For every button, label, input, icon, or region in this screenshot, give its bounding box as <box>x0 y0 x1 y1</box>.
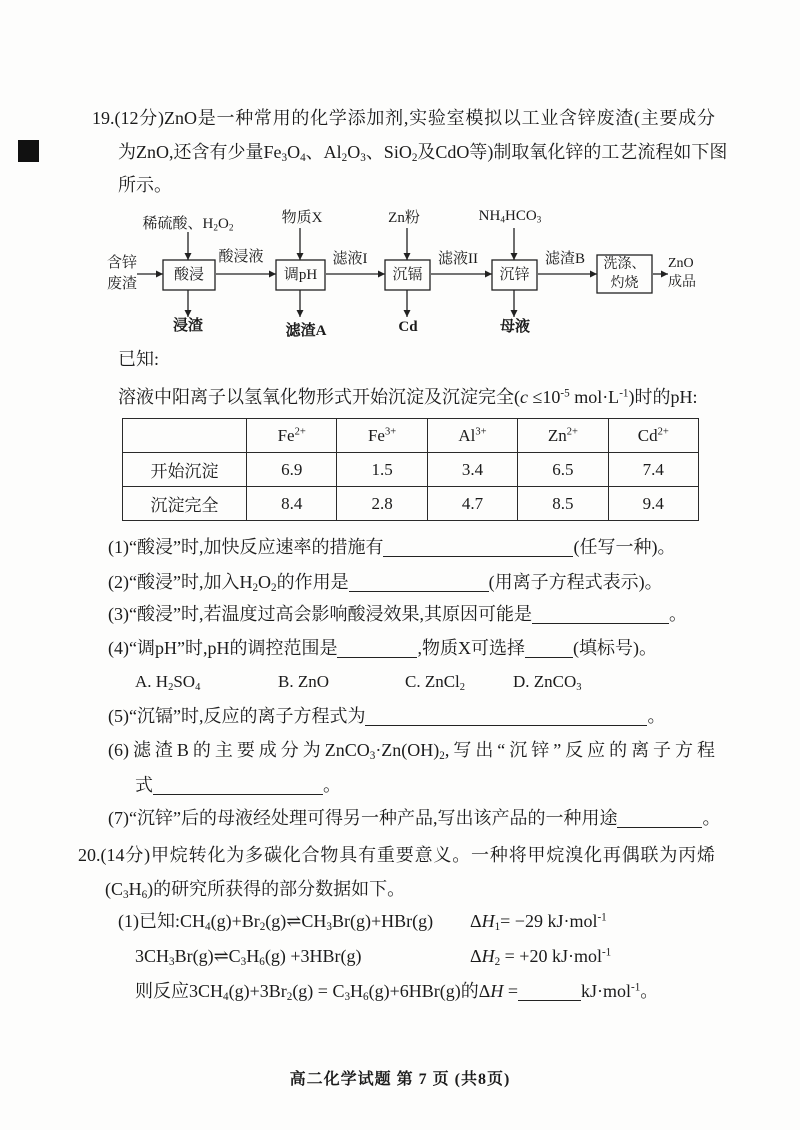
subscript: 3 <box>326 921 332 934</box>
text-run: ·Zn(OH) <box>375 740 440 760</box>
text-run: (g)+3Br <box>228 981 287 1001</box>
ph-value: 7.4 <box>608 453 698 487</box>
text-run: (g)⇌CH <box>265 911 327 931</box>
text-run: H <box>350 981 364 1001</box>
subscript: 4 <box>195 681 201 693</box>
page-footer: 高二化学试题 第 7 页 (共8页) <box>289 1071 511 1088</box>
subscript: 3 <box>536 215 542 226</box>
text-run: mol·L <box>569 387 620 407</box>
text-run: (1)“酸浸”时,加快反应速率的措施有 <box>108 537 384 557</box>
equation-1 <box>118 909 433 933</box>
subscript: 4 <box>500 215 505 226</box>
subscript: 2 <box>168 681 174 693</box>
text-run: 。 <box>647 706 666 726</box>
step-acid-leach-label: 酸浸 <box>173 267 204 283</box>
table-row <box>123 487 699 521</box>
subscript: 6 <box>363 991 369 1004</box>
text-run: SO <box>173 672 196 691</box>
text-run: H <box>246 946 260 966</box>
residue-label: 母液 <box>499 319 530 335</box>
row-label: 沉淀完全 <box>123 487 247 521</box>
ion-header <box>337 419 427 453</box>
residue-label: 滤渣A <box>285 323 327 339</box>
precipitation-ph-table <box>122 418 699 521</box>
subscript: 2 <box>494 956 501 969</box>
italic-symbol: H <box>481 911 495 931</box>
text-run: O <box>347 142 361 162</box>
text-run: )的研究所获得的部分数据如下。 <box>147 879 406 899</box>
text-run: O <box>287 142 301 162</box>
ph-value: 8.5 <box>518 487 608 521</box>
text-run: ≤10 <box>528 387 561 407</box>
question-19-intro-line <box>92 106 715 130</box>
subscript: 4 <box>300 152 306 165</box>
reagent-nh4hco3-label <box>460 207 560 225</box>
text-run: 。 <box>668 604 687 624</box>
subscript: 3 <box>123 889 129 902</box>
subscript: 3 <box>169 956 175 969</box>
subscript: 2 <box>341 152 348 165</box>
text-run: 、Al <box>305 142 342 162</box>
text-run: (5)“沉镉”时,反应的离子方程式为 <box>108 706 366 726</box>
question-19-3 <box>108 602 687 626</box>
subscript: 3 <box>281 152 288 165</box>
subscript: 2 <box>252 582 259 595</box>
text-run: (用离子方程式表示)。 <box>488 572 663 592</box>
subscript: 3 <box>576 681 582 693</box>
text-run: Δ <box>470 911 482 931</box>
text-run: (4)“调pH”时,pH的调控范围是 <box>108 638 338 658</box>
text-run: 19.(12分)ZnO是一种常用的化学添加剂,实验室模拟以工业含锌废渣(主要成分 <box>92 108 715 128</box>
ph-value: 9.4 <box>608 487 698 521</box>
table-header-row <box>123 419 699 453</box>
text-run: ,写出“沉锌”反应的离子方程 <box>444 740 715 760</box>
text-run: (1)已知:CH <box>118 911 205 931</box>
step-adjust-ph-label: 调pH <box>283 267 318 283</box>
text-run: O <box>218 216 229 232</box>
text-run: Fe <box>277 425 295 445</box>
question-20-intro-line <box>105 877 405 901</box>
ph-value: 6.9 <box>247 453 337 487</box>
question-19-4 <box>108 636 657 660</box>
subscript: 3 <box>360 152 366 165</box>
subscript: 2 <box>213 223 218 234</box>
text-run: = −29 kJ·mol <box>500 911 598 931</box>
subscript: 2 <box>259 921 266 934</box>
stream-label: 酸浸液 <box>218 249 264 265</box>
text-run: )时的pH: <box>628 387 698 407</box>
step-calcine-label: 灼烧 <box>610 276 639 291</box>
text-run: 为ZnO,还含有少量Fe <box>118 142 282 162</box>
subscript: 4 <box>205 921 211 934</box>
ion-header <box>247 419 337 453</box>
text-run: (g) = C <box>292 981 345 1001</box>
text-run: (7)“沉锌”后的母液经处理可得另一种产品,写出该产品的一种用途 <box>108 808 618 828</box>
question-20-1-ask <box>135 979 658 1003</box>
option-c <box>405 670 465 694</box>
text-run: A. H <box>135 672 169 691</box>
ph-value: 1.5 <box>337 453 427 487</box>
stream-label: 滤渣B <box>544 251 585 267</box>
superscript: -5 <box>560 387 570 400</box>
text-run: 稀硫酸、H <box>142 216 214 232</box>
subscript: 3 <box>240 956 247 969</box>
superscript: -1 <box>619 387 629 400</box>
subscript: 2 <box>271 582 277 595</box>
subscript: 1 <box>494 921 501 934</box>
text-run: 溶液中阳离子以氢氧化物形式开始沉淀及沉淀完全( <box>118 387 520 407</box>
text-run: ,物质X可选择 <box>417 638 525 658</box>
text-run: (g)+Br <box>210 911 260 931</box>
superscript: -1 <box>597 911 607 924</box>
stream-label: 滤液I <box>332 251 368 267</box>
ph-value: 6.5 <box>518 453 608 487</box>
subscript: 6 <box>259 956 265 969</box>
table-corner-cell <box>123 419 247 453</box>
text-run: B. ZnO <box>278 672 329 691</box>
enthalpy-2 <box>470 944 611 968</box>
text-run: O <box>258 572 272 592</box>
answer-blank <box>383 538 573 557</box>
text-run: 所示。 <box>118 175 172 195</box>
answer-blank <box>349 573 489 592</box>
known-label: 已知: <box>118 349 160 369</box>
product-label: ZnO <box>668 256 694 271</box>
text-run: = <box>503 981 518 1001</box>
text-run: Fe <box>367 425 385 445</box>
ph-value: 2.8 <box>337 487 427 521</box>
subscript: 2 <box>439 750 445 763</box>
text-run: 3CH <box>135 946 170 966</box>
ion-header <box>518 419 608 453</box>
subscript: 2 <box>459 681 466 693</box>
text-run: Cd <box>637 425 658 445</box>
registration-mark <box>18 140 39 162</box>
subscript: 3 <box>344 991 351 1004</box>
italic-symbol: c <box>520 387 528 407</box>
subscript: 2 <box>411 152 418 165</box>
residue-label: Cd <box>398 319 418 335</box>
text-run: (C <box>105 879 123 899</box>
text-run: H <box>128 879 142 899</box>
text-run: 式 <box>135 775 153 795</box>
answer-blank <box>525 639 573 658</box>
text-run: Br(g)+HBr(g) <box>331 911 434 931</box>
step-zn-precipitation-label: 沉锌 <box>499 267 530 283</box>
text-run: (填标号)。 <box>572 638 657 658</box>
question-19-2 <box>108 570 663 594</box>
table-row <box>123 453 699 487</box>
text-run: Br(g)⇌C <box>174 946 241 966</box>
italic-symbol: H <box>490 981 504 1001</box>
feed-label: 废渣 <box>107 276 138 292</box>
question-19-6 <box>108 738 715 762</box>
subscript: 3 <box>369 750 376 763</box>
product-label: 成品 <box>668 275 696 290</box>
step-cd-precipitation-label: 沉镉 <box>392 267 423 283</box>
text-run: (g)+6HBr(g)的Δ <box>368 981 491 1001</box>
row-label: 开始沉淀 <box>123 453 247 487</box>
answer-blank <box>518 982 581 1001</box>
ph-value: 8.4 <box>247 487 337 521</box>
text-run: 20.(14分)甲烷转化为多碳化合物具有重要意义。一种将甲烷溴化再偶联为丙烯 <box>78 845 715 865</box>
answer-blank <box>617 809 702 828</box>
ph-value: 3.4 <box>427 453 517 487</box>
text-run: D. ZnCO <box>513 672 577 691</box>
text-run: NH <box>478 208 501 224</box>
feed-label: 含锌 <box>107 255 138 271</box>
text-run: = +20 kJ·mol <box>500 946 602 966</box>
text-run: (2)“酸浸”时,加入H <box>108 572 253 592</box>
question-19-7 <box>108 806 720 830</box>
subscript: 2 <box>286 991 293 1004</box>
text-run: 。 <box>323 775 341 795</box>
reagent-acid-label <box>128 215 248 233</box>
subscript: 2 <box>228 223 234 234</box>
text-run: Δ <box>470 946 482 966</box>
text-run: C. ZnCl <box>405 672 460 691</box>
reagent-zn-label: Zn粉 <box>388 210 420 226</box>
text-run: 则反应3CH <box>135 981 224 1001</box>
superscript: 2+ <box>294 426 306 438</box>
text-run: 及CdO等)制取氧化锌的工艺流程如下图 <box>417 142 728 162</box>
answer-blank <box>337 639 417 658</box>
reagent-x-label: 物质X <box>281 210 323 226</box>
step-wash-label: 洗涤、 <box>603 257 646 272</box>
text-run: 的作用是 <box>276 572 349 592</box>
text-run: Al <box>458 425 476 445</box>
text-run: (任写一种)。 <box>573 537 676 557</box>
ion-header <box>608 419 698 453</box>
option-b <box>278 670 329 694</box>
superscript: 2+ <box>657 426 669 438</box>
text-run: 。 <box>702 808 721 828</box>
superscript: 3+ <box>384 426 397 438</box>
answer-blank <box>532 605 669 624</box>
text-run: Zn <box>547 425 567 445</box>
question-19-intro-line <box>118 140 728 165</box>
residue-label: 浸渣 <box>172 318 203 334</box>
subscript: 6 <box>141 889 148 902</box>
question-20-intro-line <box>78 843 715 867</box>
superscript: -1 <box>601 946 612 959</box>
ph-value: 4.7 <box>427 487 517 521</box>
stream-label: 滤液II <box>438 251 478 267</box>
text-run: (6)滤渣B的主要成分为ZnCO <box>108 740 370 760</box>
answer-blank <box>365 707 647 726</box>
ion-header <box>427 419 517 453</box>
subscript: 4 <box>223 991 229 1004</box>
text-run: kJ·mol <box>580 981 631 1001</box>
text-run: 。 <box>640 981 659 1001</box>
enthalpy-1 <box>470 909 607 933</box>
text-run: 、SiO <box>365 142 412 162</box>
equation-2 <box>135 944 361 968</box>
italic-symbol: H <box>481 946 495 966</box>
question-19-6-continued <box>135 773 341 797</box>
text-run: (3)“酸浸”时,若温度过高会影响酸浸效果,其原因可能是 <box>108 604 532 624</box>
question-19-5 <box>108 704 665 728</box>
table-caption <box>118 385 697 409</box>
superscript: -1 <box>631 981 641 994</box>
option-a <box>135 670 200 694</box>
answer-blank <box>153 776 323 795</box>
superscript: 3+ <box>475 426 487 438</box>
text-run: (g) +3HBr(g) <box>264 946 362 966</box>
question-19-1 <box>108 535 675 559</box>
superscript: 2+ <box>566 426 578 438</box>
option-d <box>513 670 582 694</box>
text-run: HCO <box>505 208 537 224</box>
